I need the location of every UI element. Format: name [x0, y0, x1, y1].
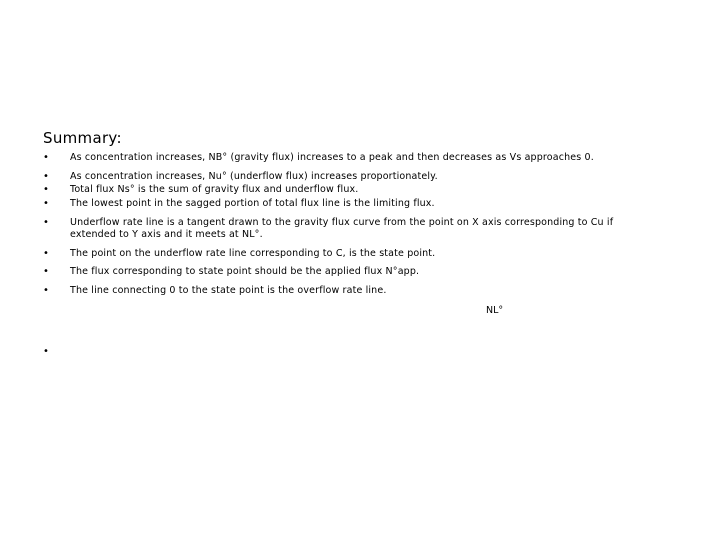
- nl-label: NL°: [486, 305, 504, 316]
- bullet-marker: •: [43, 152, 49, 163]
- bullet-marker-empty: •: [43, 346, 49, 357]
- bullet-text-gravity-flux: As concentration increases, NB° (gravity flux) increases to a peak and then decreases as Vs approaches 0.: [70, 152, 594, 163]
- bullet-marker: •: [43, 171, 49, 182]
- summary-heading: Summary:: [43, 129, 122, 147]
- bullet-marker: •: [43, 266, 49, 277]
- bullet-text-limiting-flux: The lowest point in the sagged portion of total flux line is the limiting flux.: [70, 198, 435, 209]
- bullet-marker: •: [43, 248, 49, 259]
- bullet-text-underflow-rate-line: Underflow rate line is a tangent drawn to the gravity flux curve from the point on X axis corresponding to Cu if extended to Y axis and it meets at NL°.: [70, 217, 614, 240]
- bullet-text-overflow-rate-line: The line connecting 0 to the state point is the overflow rate line.: [70, 285, 387, 296]
- bullet-marker: •: [43, 285, 49, 296]
- bullet-text-state-point: The point on the underflow rate line corresponding to C, is the state point.: [70, 248, 436, 259]
- bullet-text-underflow-flux: As concentration increases, Nu° (underflow flux) increases proportionately.: [70, 171, 438, 182]
- bullet-marker: •: [43, 217, 49, 228]
- bullet-text-applied-flux: The flux corresponding to state point should be the applied flux N°app.: [70, 266, 420, 277]
- bullet-marker: •: [43, 184, 49, 195]
- bullet-text-total-flux: Total flux Ns° is the sum of gravity flux and underflow flux.: [70, 184, 359, 195]
- bullet-marker: •: [43, 198, 49, 209]
